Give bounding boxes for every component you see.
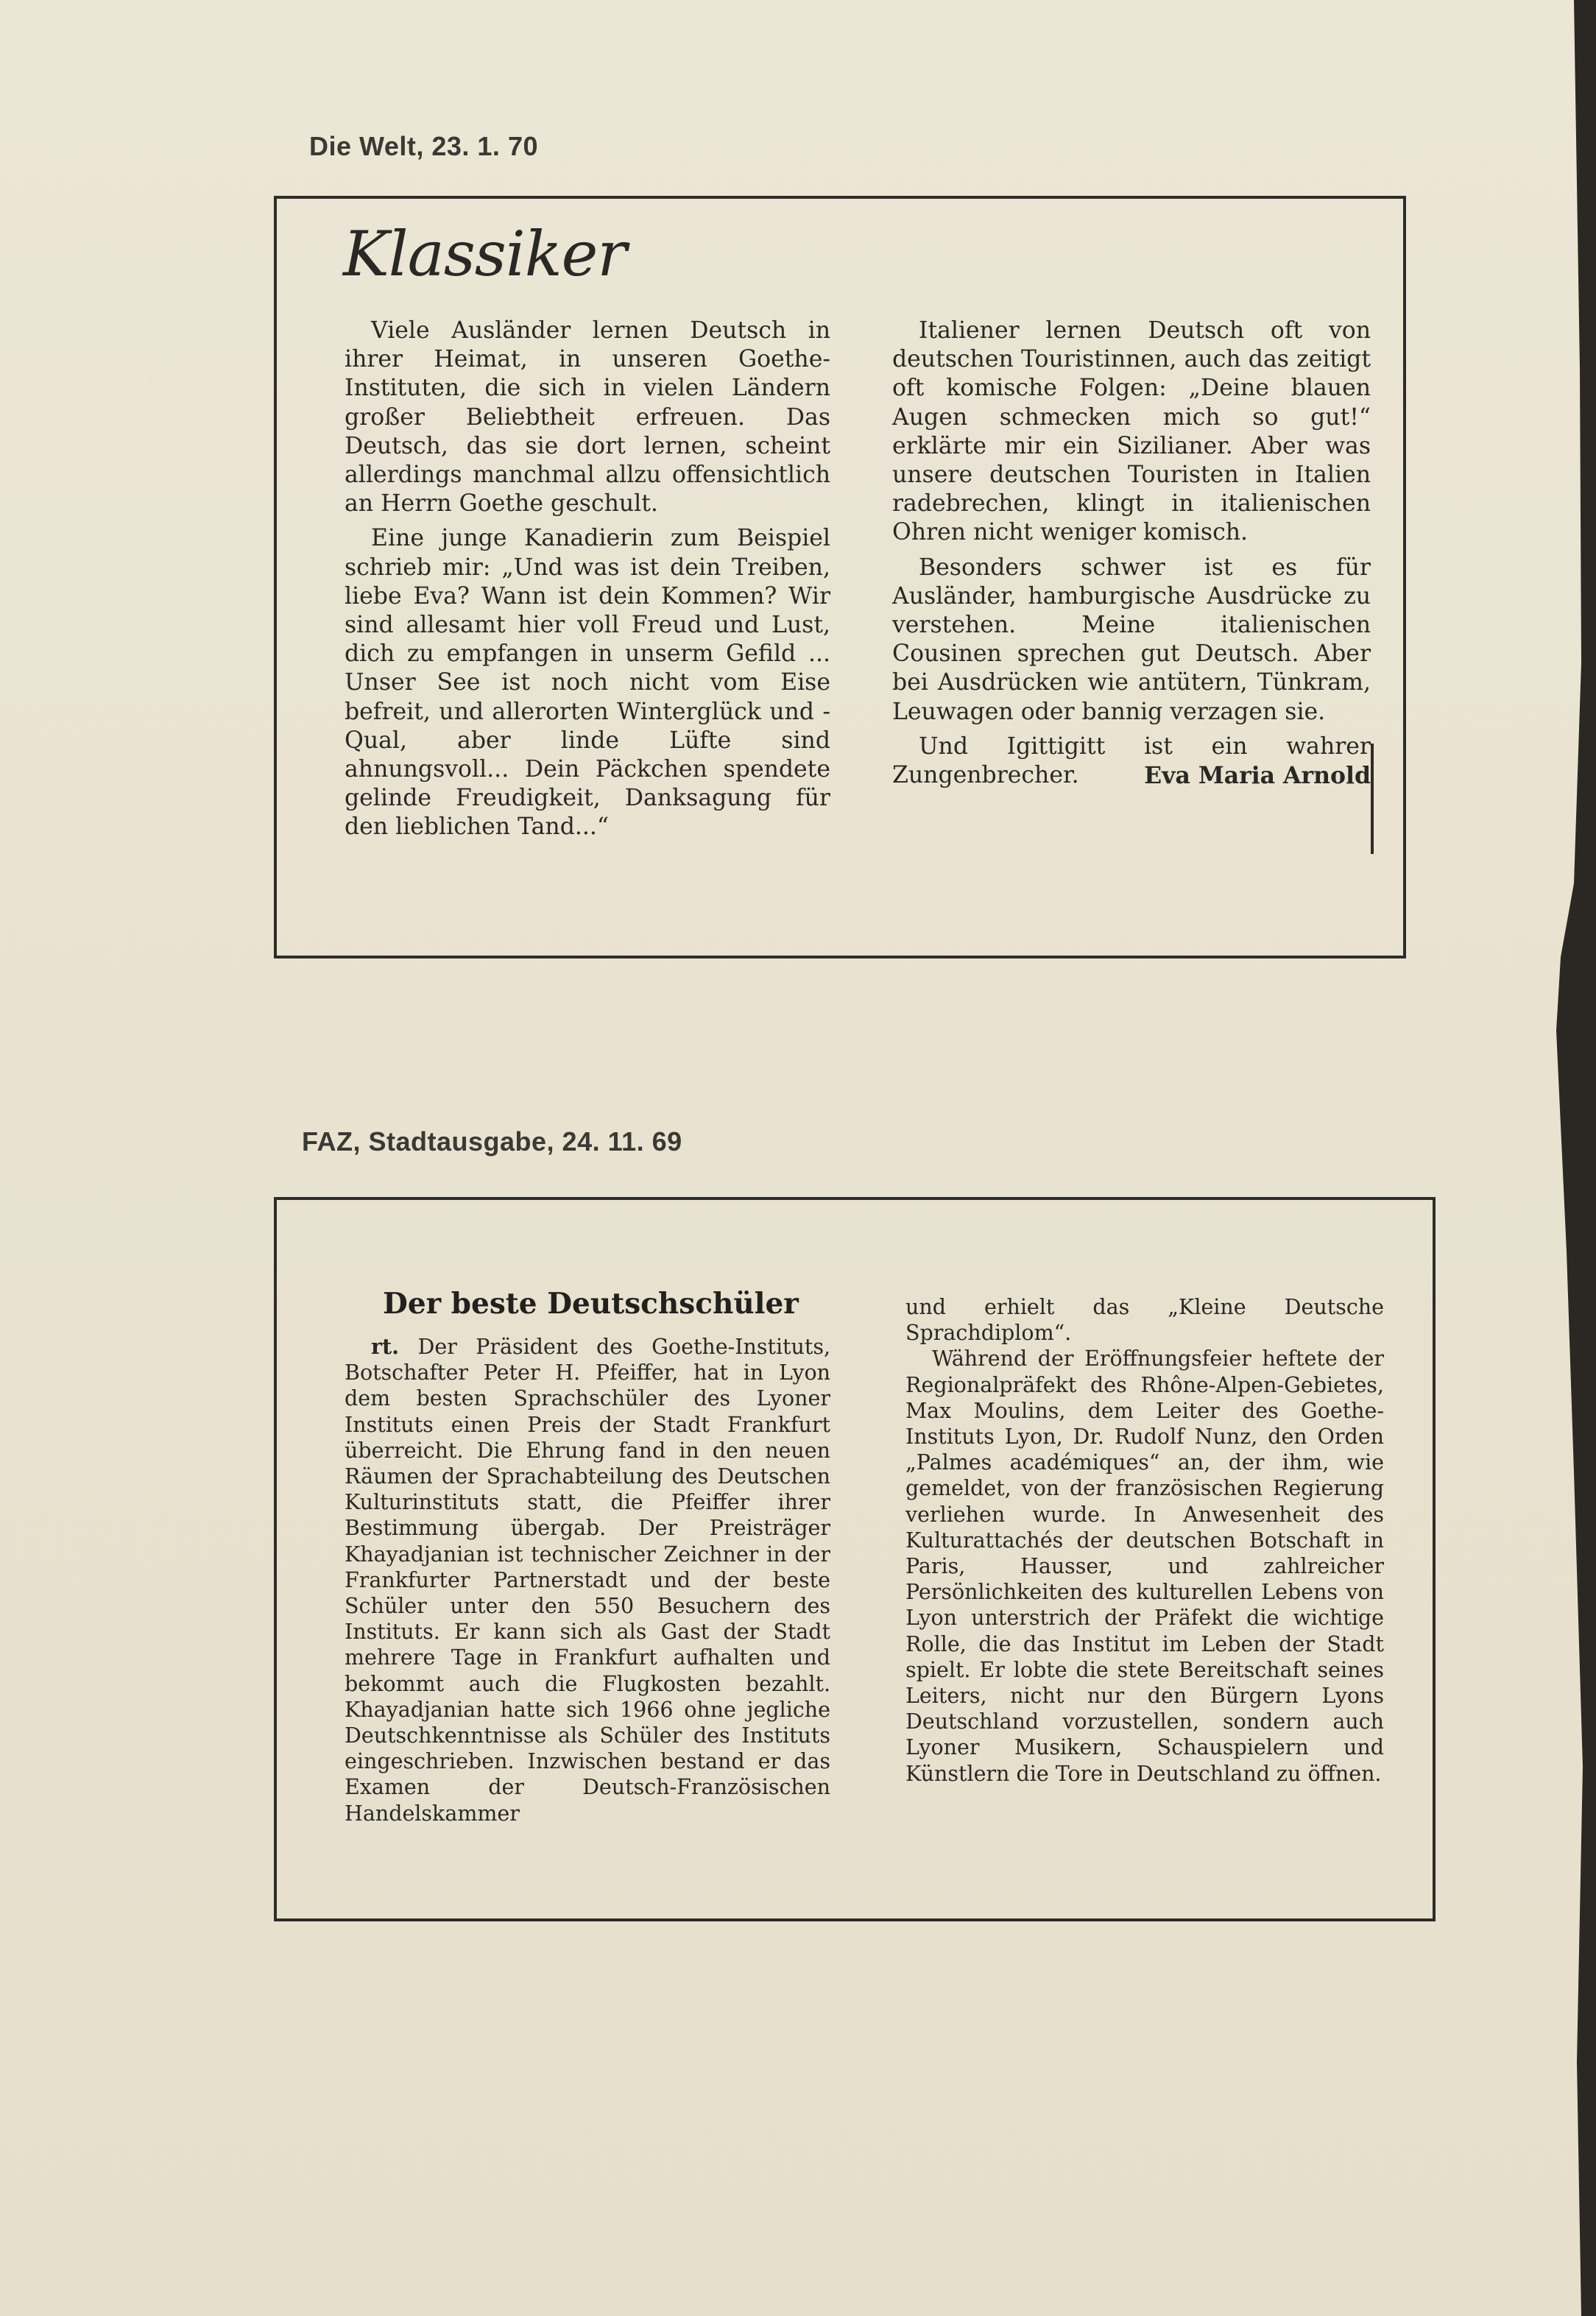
clipping2-left-text: Der Präsident des Goethe-Instituts, Botschafter Peter H. Pfeiffer, hat in Lyon dem besten Sprachschüler des Lyoner Instituts einen Preis der Stadt Frankfurt überreicht. Die Ehrung fand in den neuen Räumen der Sprachabteilung des Deutschen Kulturinstituts statt, die Pfeiffer ihrer Bestimmung übergab. Der Preisträger Khayadjanian ist technischer Zeichner in der Frankfurter Partnerstadt und der beste Schüler unter den 550 Besuchern des Instituts. Er kann sich als Gast der Stadt mehrere Tage in Frankfurt aufhalten und bekommt auch die Flugkosten bezahlt. Khayadjanian hatte sich 1966 ohne jegliche Deutschkenntnisse als Schüler des Instituts eingeschrieben. Inzwischen bestand er das Examen der Deutsch-Französischen Handelskammer bbox=[345, 1335, 831, 1826]
clipping1-right-column bbox=[892, 317, 1371, 790]
clipping1-paragraph-4: Besonders schwer ist es für Ausländer, hamburgische Ausdrücke zu verstehen. Meine italienischen Cousinen sprechen gut Deutsch. Aber bei Ausdrücken wie antütern, Tünkram, Leuwagen oder bannig verzagen sie. bbox=[892, 554, 1371, 725]
clipping2-paragraph-cont: und erhielt das „Kleine Deutsche Sprachdiplom“. bbox=[905, 1295, 1384, 1346]
clipping2-left-column bbox=[345, 1334, 830, 1826]
clipping2-title: Der beste Deutschschüler bbox=[383, 1287, 799, 1321]
clipping2-right-column bbox=[905, 1294, 1384, 1787]
clipping1-title: Klassiker bbox=[343, 218, 626, 290]
clipping1-source: Die Welt, 23. 1. 70 bbox=[309, 131, 538, 161]
clipping1-left-column bbox=[345, 317, 830, 842]
column-rule bbox=[1371, 744, 1374, 854]
clipping2-source: FAZ, Stadtausgabe, 24. 11. 69 bbox=[302, 1126, 682, 1157]
clipping2-paragraph-1 bbox=[345, 1334, 830, 1826]
author-initials: rt. bbox=[371, 1334, 400, 1359]
clipping1-paragraph-2: Eine junge Kanadierin zum Beispiel schrieb mir: „Und was ist dein Treiben, liebe Eva? Wann ist dein Kommen? Wir sind allesamt hier voll Freud und Lust, dich zu empfangen in unserm Gefild ... Unser See ist noch nicht vom Eise befreit, und allerorten Winterglück und -Qual, aber linde Lüfte sind ahnungsvoll... Dein Päckchen spendete gelinde Freudigkeit, Danksagung für den lieblichen Tand...“ bbox=[345, 525, 830, 841]
author-byline: Eva Maria Arnold bbox=[1144, 762, 1371, 790]
clipping2-paragraph-2: Während der Eröffnungsfeier heftete der Regionalpräfekt des Rhône-Alpen-Gebietes, Max Moulins, dem Leiter des Goethe-Instituts Lyon, Dr. Rudolf Nunz, den Orden „Palmes académiques“ an, der ihm, wie gemeldet, von der französischen Regierung verliehen wurde. In Anwesenheit des Kulturattachés der deutschen Botschaft in Paris, Hausser, und zahlreicher Persönlichkeiten des kulturellen Lebens von Lyon unterstrich der Präfekt die wichtige Rolle, die das Institut im Leben der Stadt spielt. Er lobte die stete Bereitschaft seines Leiters, nicht nur den Bürgern Lyons Deutschland vorzustellen, sondern auch Lyoner Musikern, Schauspielern und Künstlern die Tore in Deutschland zu öffnen. bbox=[905, 1346, 1384, 1786]
clipping1-paragraph-3: Italiener lernen Deutsch oft von deutschen Touristinnen, auch das zeitigt oft komische Folgen: „Deine blauen Augen schmecken mich so gut!“ erklärte mir ein Sizilianer. Aber was unsere deutschen Touristen in Italien radebrechen, klingt in italienischen Ohren nicht weniger komisch. bbox=[892, 317, 1371, 546]
clipping1-paragraph-5 bbox=[892, 732, 1371, 790]
clipping1-last-sentence: Und Igittigitt ist ein wahrer Zungenbrecher. bbox=[892, 732, 1371, 789]
clipping1-paragraph-1: Viele Ausländer lernen Deutsch in ihrer Heimat, in unseren Goethe-Instituten, die sich in vielen Ländern großer Beliebtheit erfreuen. Das Deutsch, das sie dort lernen, scheint allerdings manchmal allzu offensichtlich an Herrn Goethe geschult. bbox=[345, 317, 830, 518]
